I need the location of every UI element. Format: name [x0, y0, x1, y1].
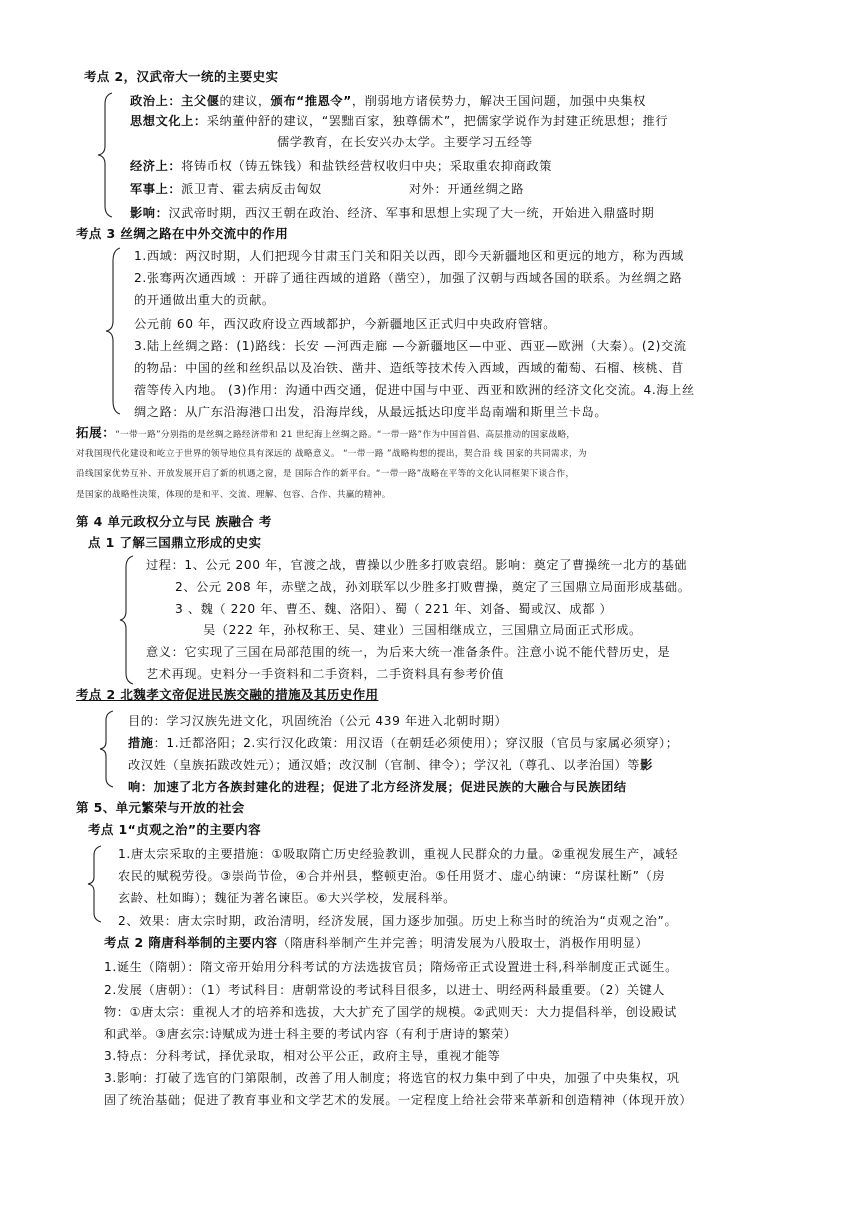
silk-line-3: 的开通做出重大的贡献。 [134, 293, 275, 307]
keju-line-5: 3.特点：分科考试，择优录取，相对公平公正，政府主导，重视才能等 [104, 1049, 501, 1063]
silk-line-4: 公元前 60 年，西汉政府设立西域都护，今新疆地区正式归中央政府管辖。 [134, 317, 557, 331]
foreign-text: 对外：开通丝绸之路 [409, 182, 525, 196]
economy-label: 经济上： [130, 159, 182, 173]
threekingdoms-line-3: 3 、魏（ 220 年、曹丕、魏、洛阳）、蜀（ 221 年、刘备、蜀或汉、成都 ） [175, 602, 613, 616]
reform-measures-line-1 [128, 737, 679, 749]
keju-line-6: 3.影响：打破了选官的门第限制，改善了用人制度；将选官的权力集中到了中央，加强了中央集权，巩 [104, 1071, 680, 1085]
military-text: 派卫青、霍去病反击匈奴 [181, 182, 322, 196]
threekingdoms-line-4: 吴（222 年，孙权称王、吴、建业）三国相继成立，三国鼎立局面正式形成。 [203, 623, 642, 637]
threekingdoms-line-2: 2、公元 208 年，赤壁之战，孙刘联军以少胜多打败曹操，奠定了三国鼎立局面形成基础。 [175, 580, 691, 594]
culture-label: 思想文化上： [130, 114, 207, 128]
keju-line-1: 1.诞生（隋朝）：隋文帝开始用分科考试的方法选拔官员；隋炀帝正式设置进士科,科举制度正式诞生。 [104, 960, 678, 974]
keju-line-2: 2.发展（唐朝）：（1）考试科目：唐朝常设的考试科目很多，以进士、明经两科最重要。（2）关键人 [104, 983, 666, 997]
section-title-han-wudi: 考点 2，汉武帝大一统的主要史实 [84, 69, 279, 84]
politics-bold: 颁布“推恩令” [270, 94, 352, 108]
zhenguan-line-4: 2、效果：唐太宗时期，政治清明，经济发展，国力逐步加强。历史上称当时的统治为“贞观之治”。 [118, 914, 678, 928]
silk-line-5: 3.陆上丝绸之路：(1)路线：长安 —河西走廊 —今新疆地区—中亚、西亚—欧洲（大秦）。(2)交流 [134, 339, 687, 353]
threekingdoms-line-1: 过程：1、公元 200 年，官渡之战，曹操以少胜多打败袁绍。影响：奠定了曹操统一北方的基础 [146, 558, 688, 572]
extension-line-1 [76, 427, 575, 440]
brace-bracket [118, 555, 136, 685]
extension-line-4: 是国家的战略性决策，体现的是和平、交流、理解、包容、合作、共赢的精神。 [76, 490, 391, 500]
zhenguan-line-3: 玄龄、杜如晦）；魏征为著名谏臣。⑥大兴学校，发展科举。 [118, 891, 456, 905]
threekingdoms-line-6: 艺术再现。史料分一手资料和二手资料，二手资料具有参考价值 [146, 667, 505, 681]
keju-subtitle: （隋唐科举制产生并完善；明清发展为八股取士，消极作用明显） [277, 936, 649, 950]
silk-line-7: 蓿等传入内地。 (3)作用：沟通中西交通，促进中国与中亚、西亚和欧洲的经济文化交流。4.海上丝 [134, 383, 695, 397]
influence-char: 影 [640, 758, 653, 772]
influence-label: 影响： [130, 206, 169, 220]
military-label: 军事上： [130, 182, 182, 196]
economy-line [130, 160, 552, 172]
silk-line-1: 1.西域：两汉时期，人们把现今甘肃玉门关和阳关以西，即今天新疆地区和更远的地方，称为西域 [134, 249, 684, 263]
silk-line-8: 绸之路：从广东沿海港口出发，沿海岸线，从最远抵达印度半岛南端和斯里兰卡岛。 [134, 405, 608, 419]
politics-mid: 的建议， [219, 94, 271, 108]
economy-text: 将铸币权（铸五铢钱）和盐铁经营权收归中央；采取重农抑商政策 [181, 159, 552, 173]
unit5-point1-title: 考点 1“贞观之治”的主要内容 [88, 822, 261, 837]
keju-title: 考点 2 隋唐科举制的主要内容 [104, 935, 278, 950]
brace-bracket [104, 247, 124, 415]
keju-line-7: 固了统治基础；促进了教育事业和文学艺术的发展。一定程度上给社会带来革新和创造精神（体现开放） [104, 1093, 693, 1107]
keju-line-4: 和武举。③唐玄宗:诗赋成为进士科主要的考试内容（有利于唐诗的繁荣） [104, 1027, 517, 1041]
brace-bracket [86, 845, 104, 923]
keju-title-line [104, 937, 648, 950]
measures-label: 措施 [128, 736, 154, 750]
politics-text: ，削弱地方诸侯势力，解决王国问题，加强中央集权 [351, 94, 646, 108]
measures-text-2: 改汉姓（皇族拓跋改姓元）；通汉婚；改汉制（官制、律令）；学汉礼（尊孔、以孝治国）等 [128, 758, 641, 772]
culture-line [130, 115, 668, 127]
brace-bracket [96, 92, 116, 218]
politics-line [130, 95, 646, 107]
unit5-title: 第 5、单元繁荣与开放的社会 [76, 800, 245, 815]
threekingdoms-line-5: 意义：它实现了三国在局部范围的统一，为后来大统一准备条件。注意小说不能代替历史，是 [146, 645, 671, 659]
military-line [130, 183, 322, 195]
reform-measures-line-2 [128, 759, 653, 771]
politics-label: 政治上：主父偃 [130, 94, 220, 108]
extension-line-3: 沿线国家优势互补、开放发展开启了新的机遇之窗，是 国际合作的新平台。“一带一路”战略在平等的文化认同框架下谈合作， [76, 469, 575, 479]
extension-text-1: “一带一路”分别指的是丝绸之路经济带和 21 世纪海上丝绸之路。“一带一路”作为中国首倡、高层推动的国家战略， [115, 430, 576, 440]
zhenguan-line-1: 1.唐太宗采取的主要措施：①吸取隋亡历史经验教训，重视人民群众的力量。②重视发展生产，减轻 [118, 847, 679, 861]
section-title-silk-road: 考点 3 丝绸之路在中外交流中的作用 [76, 226, 289, 241]
keju-line-3: 物：①唐太宗：重视人才的培养和选拔，大大扩充了国学的规模。②武则天：大力提倡科举，创设殿试 [104, 1005, 677, 1019]
extension-line-2: 对我国现代化建设和屹立于世界的领导地位具有深远的 战略意义。 “一带一路 ”战略构想的提出，契合沿 线 国家的共同需求，为 [76, 449, 588, 459]
culture-text: 采纳董仲舒的建议，“罢黜百家，独尊儒术”，把儒家学说作为封建正统思想；推行 [206, 114, 669, 128]
extension-label: 拓展： [76, 425, 116, 440]
influence-line [130, 207, 654, 219]
unit4-title: 第 4 单元政权分立与民 族融合 考 [76, 514, 272, 529]
culture-line-2: 儒学教育，在长安兴办太学。主要学习五经等 [277, 135, 533, 149]
unit4-point1-title: 点 1 了解三国鼎立形成的史实 [88, 535, 262, 550]
zhenguan-line-2: 农民的赋税劳役。③崇尚节俭，④合并州县，整顿吏治。⑤任用贤才、虚心纳谏：“房谋杜断”（房 [118, 869, 666, 883]
reform-influence: 响：加速了北方各族封建化的进程；促进了北方经济发展；促进民族的大融合与民族团结 [128, 780, 627, 794]
measures-text: ：1.迁都洛阳；2.实行汉化政策：用汉语（在朝廷必须使用）；穿汉服（官员与家属必须穿）； [153, 736, 679, 750]
brace-bracket [98, 710, 116, 788]
influence-text: 汉武帝时期，西汉王朝在政治、经济、军事和思想上实现了大一统，开始进入鼎盛时期 [168, 206, 655, 220]
unit4-point2-title: 考点 2 北魏孝文帝促进民族交融的措施及其历史作用 [76, 687, 379, 702]
silk-line-6: 的物品：中国的丝和丝织品以及冶铁、凿井、造纸等技术传入西域，西域的葡萄、石榴、核桃、苜 [134, 361, 684, 375]
silk-line-2: 2.张骞两次通西域 ：开辟了通往西域的道路（凿空），加强了汉朝与西域各国的联系。为丝绸之路 [134, 271, 683, 285]
reform-purpose: 目的：学习汉族先进文化，巩固统治（公元 439 年进入北朝时期） [128, 714, 508, 728]
